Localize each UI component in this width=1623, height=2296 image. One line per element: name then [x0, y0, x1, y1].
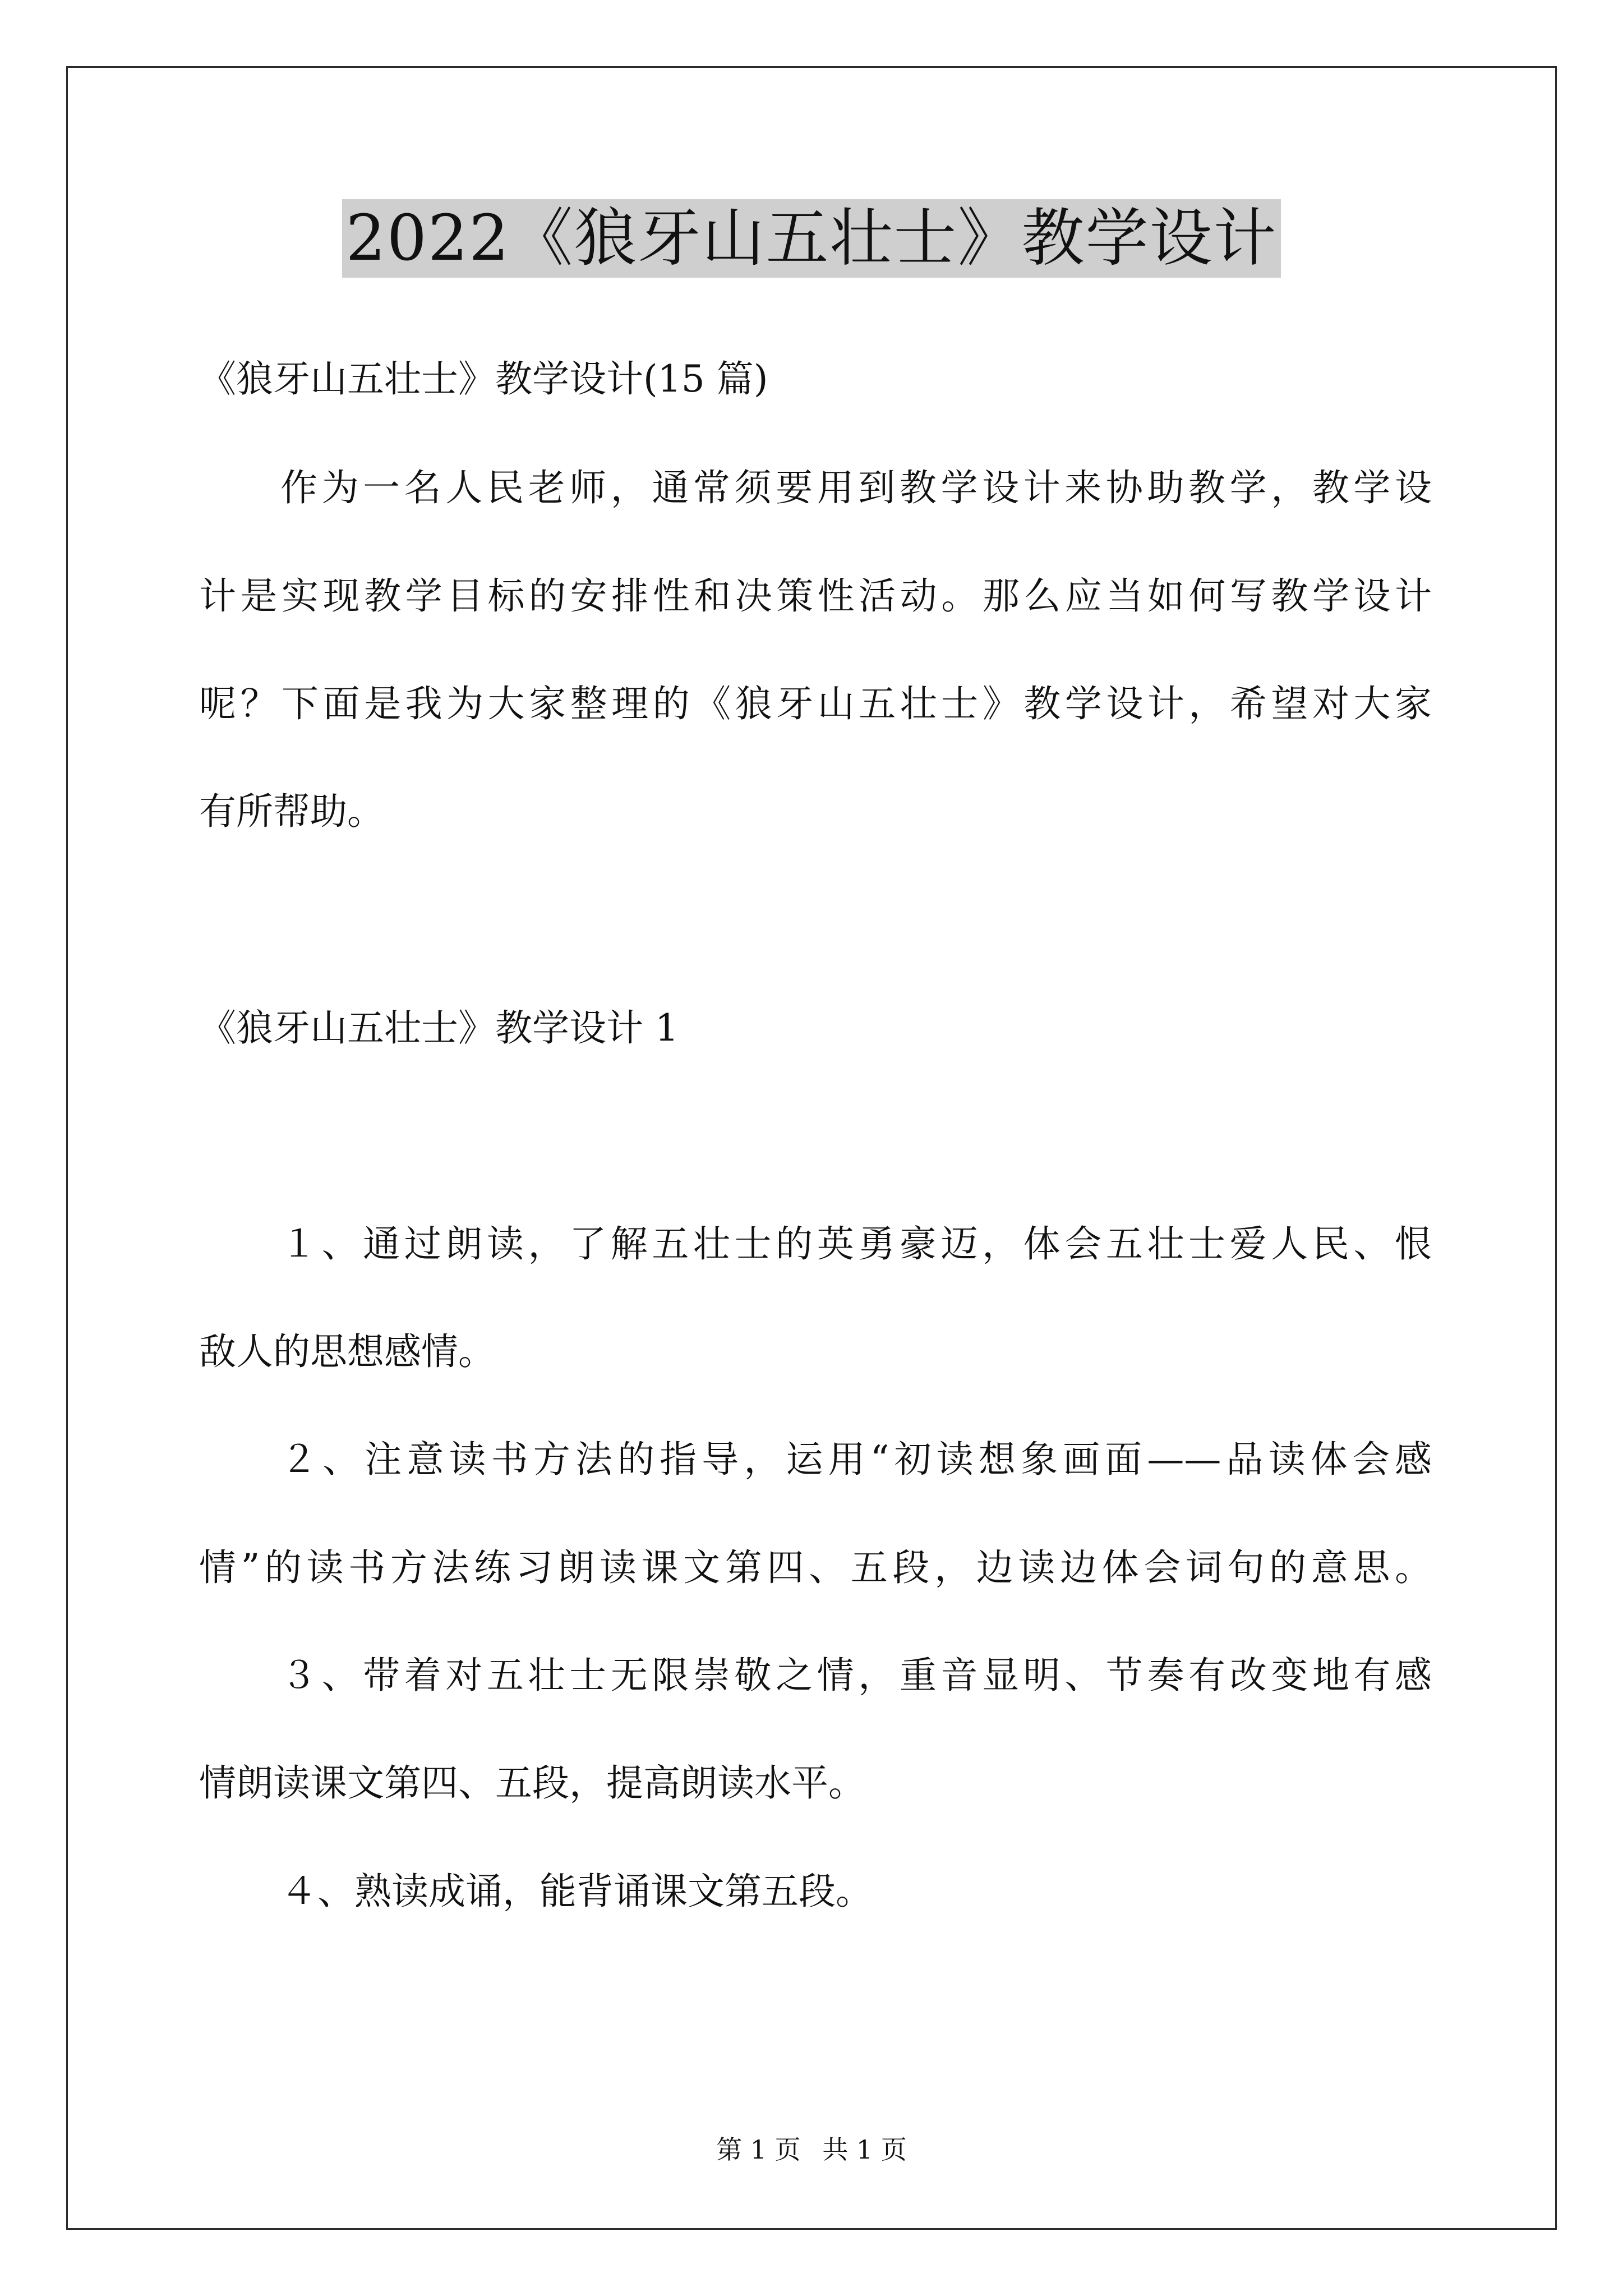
page-footer — [0, 2133, 1623, 2166]
item-line-1: １、通过朗读，了解五壮士的英勇豪迈，体会五壮士爱人民、恨 — [280, 1222, 1432, 1266]
title-container — [0, 199, 1623, 278]
intro-line-3: 呢？下面是我为大家整理的《狼牙山五壮士》教学设计，希望对大家 — [199, 682, 1432, 725]
item-line-6: 情朗读课文第四、五段，提高朗读水平。 — [199, 1761, 865, 1805]
item-line-3: ２、注意读书方法的指导，运用“初读想象画面——品读体会感 — [280, 1438, 1432, 1481]
page-number: 第 1 页 — [716, 2134, 801, 2165]
intro-line-2: 计是实现教学目标的安排性和决策性活动。那么应当如何写教学设计 — [199, 574, 1432, 618]
item-line-7: ４、熟读成诵，能背诵课文第五段。 — [280, 1870, 873, 1913]
intro-line-4: 有所帮助。 — [199, 790, 384, 833]
item-line-4: 情”的读书方法练习朗读课文第四、五段，边读边体会词句的意思。 — [199, 1546, 1432, 1589]
page-title: 2022《狼牙山五壮士》教学设计 — [342, 199, 1280, 278]
item-line-5: ３、带着对五壮士无限崇敬之情，重音显明、节奏有改变地有感 — [280, 1654, 1432, 1697]
page-total: 共 1 页 — [822, 2134, 907, 2165]
subtitle: 《狼牙山五壮士》教学设计(15 篇) — [199, 357, 768, 401]
section-heading: 《狼牙山五壮士》教学设计 1 — [199, 1006, 679, 1050]
intro-line-1: 作为一名人民老师，通常须要用到教学设计来协助教学，教学设 — [280, 466, 1432, 509]
item-line-2: 敌人的思想感情。 — [199, 1330, 495, 1373]
